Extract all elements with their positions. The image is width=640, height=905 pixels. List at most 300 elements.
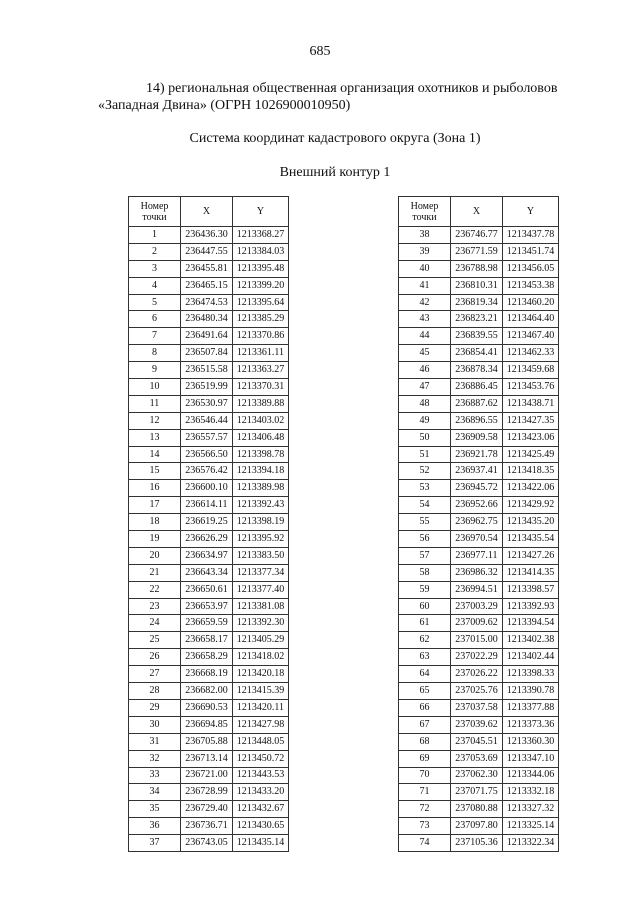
table-row	[129, 514, 289, 531]
x-coordinate-cell: 236839.55	[451, 328, 503, 345]
table-row	[129, 260, 289, 277]
x-coordinate-cell: 236937.41	[451, 463, 503, 480]
x-coordinate-cell: 237037.58	[451, 699, 503, 716]
x-coordinate-cell: 236788.98	[451, 260, 503, 277]
y-coordinate-cell: 1213427.98	[233, 716, 289, 733]
table-row	[399, 615, 559, 632]
table-row	[399, 294, 559, 311]
table-row	[129, 632, 289, 649]
point-number-cell: 41	[399, 277, 451, 294]
y-coordinate-cell: 1213399.20	[233, 277, 289, 294]
point-number-cell: 63	[399, 649, 451, 666]
x-coordinate-cell: 236643.34	[181, 564, 233, 581]
x-coordinate-cell: 236694.85	[181, 716, 233, 733]
x-coordinate-cell: 236952.66	[451, 497, 503, 514]
table-row	[399, 767, 559, 784]
x-coordinate-cell: 237015.00	[451, 632, 503, 649]
y-coordinate-cell: 1213427.35	[503, 412, 559, 429]
y-coordinate-cell: 1213459.68	[503, 362, 559, 379]
y-header: Y	[503, 197, 559, 227]
x-coordinate-cell: 236668.19	[181, 666, 233, 683]
y-coordinate-cell: 1213433.20	[233, 784, 289, 801]
x-header: X	[451, 197, 503, 227]
point-number-cell: 39	[399, 243, 451, 260]
table-row	[129, 801, 289, 818]
table-row	[129, 547, 289, 564]
y-coordinate-cell: 1213403.02	[233, 412, 289, 429]
table-row	[399, 277, 559, 294]
table-row	[399, 227, 559, 244]
y-coordinate-cell: 1213392.93	[503, 598, 559, 615]
point-number-cell: 16	[129, 480, 181, 497]
point-number-cell: 23	[129, 598, 181, 615]
table-row	[129, 480, 289, 497]
point-number-cell: 49	[399, 412, 451, 429]
table-row	[399, 362, 559, 379]
point-number-cell: 35	[129, 801, 181, 818]
organization-heading	[98, 80, 598, 114]
x-coordinate-cell: 237080.88	[451, 801, 503, 818]
y-coordinate-cell: 1213443.53	[233, 767, 289, 784]
table-row	[129, 345, 289, 362]
table-row	[129, 767, 289, 784]
header-point-label: точки	[412, 211, 437, 223]
table-row	[399, 649, 559, 666]
y-coordinate-cell: 1213448.05	[233, 733, 289, 750]
x-coordinate-cell: 236746.77	[451, 227, 503, 244]
table-header-row	[129, 197, 289, 227]
point-number-cell: 4	[129, 277, 181, 294]
y-coordinate-cell: 1213325.14	[503, 818, 559, 835]
y-coordinate-cell: 1213322.34	[503, 835, 559, 852]
y-coordinate-cell: 1213414.35	[503, 564, 559, 581]
point-number-cell: 6	[129, 311, 181, 328]
x-coordinate-cell: 237105.36	[451, 835, 503, 852]
y-coordinate-cell: 1213425.49	[503, 446, 559, 463]
table-row	[399, 733, 559, 750]
y-coordinate-cell: 1213398.33	[503, 666, 559, 683]
y-coordinate-cell: 1213344.06	[503, 767, 559, 784]
point-number-cell: 7	[129, 328, 181, 345]
table-row	[399, 514, 559, 531]
table-row	[399, 260, 559, 277]
table-row	[399, 666, 559, 683]
y-coordinate-cell: 1213394.18	[233, 463, 289, 480]
y-coordinate-cell: 1213368.27	[233, 227, 289, 244]
point-number-cell: 8	[129, 345, 181, 362]
point-number-cell: 64	[399, 666, 451, 683]
y-coordinate-cell: 1213402.44	[503, 649, 559, 666]
y-coordinate-cell: 1213435.54	[503, 531, 559, 548]
y-coordinate-cell: 1213327.32	[503, 801, 559, 818]
x-coordinate-cell: 236682.00	[181, 683, 233, 700]
table-row	[399, 750, 559, 767]
point-number-cell: 26	[129, 649, 181, 666]
point-number-cell: 46	[399, 362, 451, 379]
table-row	[129, 666, 289, 683]
y-coordinate-cell: 1213392.43	[233, 497, 289, 514]
table-row	[399, 598, 559, 615]
table-row	[399, 699, 559, 716]
header-number-label: Номер	[410, 200, 439, 212]
table-row	[129, 615, 289, 632]
table-row	[129, 733, 289, 750]
point-number-cell: 45	[399, 345, 451, 362]
table-row	[129, 311, 289, 328]
point-number-cell: 30	[129, 716, 181, 733]
y-coordinate-cell: 1213383.50	[233, 547, 289, 564]
table-row	[399, 716, 559, 733]
y-coordinate-cell: 1213464.40	[503, 311, 559, 328]
point-number-cell: 67	[399, 716, 451, 733]
x-coordinate-cell: 236728.99	[181, 784, 233, 801]
y-coordinate-cell: 1213467.40	[503, 328, 559, 345]
x-coordinate-cell: 236658.17	[181, 632, 233, 649]
y-coordinate-cell: 1213435.14	[233, 835, 289, 852]
coordinates-table-left	[128, 196, 289, 852]
point-number-cell: 14	[129, 446, 181, 463]
x-coordinate-cell: 236557.57	[181, 429, 233, 446]
y-coordinate-cell: 1213462.33	[503, 345, 559, 362]
point-number-cell: 21	[129, 564, 181, 581]
point-number-cell: 34	[129, 784, 181, 801]
x-coordinate-cell: 236619.25	[181, 514, 233, 531]
table-row	[399, 497, 559, 514]
point-number-cell: 70	[399, 767, 451, 784]
point-number-cell: 44	[399, 328, 451, 345]
x-coordinate-cell: 236626.29	[181, 531, 233, 548]
x-coordinate-cell: 236436.30	[181, 227, 233, 244]
x-coordinate-cell: 236819.34	[451, 294, 503, 311]
x-coordinate-cell: 236690.53	[181, 699, 233, 716]
point-number-cell: 50	[399, 429, 451, 446]
y-coordinate-cell: 1213460.20	[503, 294, 559, 311]
table-row	[399, 784, 559, 801]
x-coordinate-cell: 236743.05	[181, 835, 233, 852]
y-coordinate-cell: 1213423.06	[503, 429, 559, 446]
table-row	[399, 412, 559, 429]
point-number-cell: 65	[399, 683, 451, 700]
y-coordinate-cell: 1213453.38	[503, 277, 559, 294]
y-coordinate-cell: 1213389.88	[233, 395, 289, 412]
x-coordinate-cell: 236507.84	[181, 345, 233, 362]
x-coordinate-cell: 236515.58	[181, 362, 233, 379]
x-coordinate-cell: 237009.62	[451, 615, 503, 632]
x-coordinate-cell: 236455.81	[181, 260, 233, 277]
table-row	[129, 243, 289, 260]
y-coordinate-cell: 1213453.76	[503, 379, 559, 396]
y-coordinate-cell: 1213422.06	[503, 480, 559, 497]
y-coordinate-cell: 1213406.48	[233, 429, 289, 446]
point-number-cell: 25	[129, 632, 181, 649]
x-coordinate-cell: 236886.45	[451, 379, 503, 396]
point-number-cell: 74	[399, 835, 451, 852]
y-coordinate-cell: 1213360.30	[503, 733, 559, 750]
point-number-header	[399, 197, 451, 227]
y-coordinate-cell: 1213384.03	[233, 243, 289, 260]
point-number-cell: 59	[399, 581, 451, 598]
table-row	[399, 683, 559, 700]
point-number-cell: 43	[399, 311, 451, 328]
table-row	[129, 683, 289, 700]
y-coordinate-cell: 1213395.64	[233, 294, 289, 311]
table-row	[129, 463, 289, 480]
point-number-cell: 57	[399, 547, 451, 564]
point-number-cell: 1	[129, 227, 181, 244]
x-coordinate-cell: 236519.99	[181, 379, 233, 396]
y-coordinate-cell: 1213451.74	[503, 243, 559, 260]
table-row	[399, 480, 559, 497]
y-coordinate-cell: 1213402.38	[503, 632, 559, 649]
x-coordinate-cell: 236909.58	[451, 429, 503, 446]
x-coordinate-cell: 237097.80	[451, 818, 503, 835]
y-coordinate-cell: 1213418.02	[233, 649, 289, 666]
heading-line-1: 14) региональная общественная организация охотников и рыболовов	[146, 81, 558, 96]
y-coordinate-cell: 1213370.31	[233, 379, 289, 396]
x-coordinate-cell: 236854.41	[451, 345, 503, 362]
x-coordinate-cell: 236474.53	[181, 294, 233, 311]
y-coordinate-cell: 1213398.78	[233, 446, 289, 463]
table-row	[399, 531, 559, 548]
point-number-cell: 27	[129, 666, 181, 683]
y-coordinate-cell: 1213420.11	[233, 699, 289, 716]
point-number-cell: 58	[399, 564, 451, 581]
point-number-cell: 33	[129, 767, 181, 784]
coordinates-table-right	[398, 196, 559, 852]
x-coordinate-cell: 236546.44	[181, 412, 233, 429]
point-number-cell: 18	[129, 514, 181, 531]
table-row	[399, 395, 559, 412]
point-number-cell: 12	[129, 412, 181, 429]
table-row	[399, 379, 559, 396]
x-coordinate-cell: 236945.72	[451, 480, 503, 497]
table-row	[129, 750, 289, 767]
point-number-cell: 47	[399, 379, 451, 396]
header-point-label: точки	[142, 211, 167, 223]
table-row	[129, 531, 289, 548]
point-number-cell: 29	[129, 699, 181, 716]
y-coordinate-cell: 1213385.29	[233, 311, 289, 328]
y-coordinate-cell: 1213390.78	[503, 683, 559, 700]
y-coordinate-cell: 1213332.18	[503, 784, 559, 801]
x-coordinate-cell: 236713.14	[181, 750, 233, 767]
x-coordinate-cell: 236614.11	[181, 497, 233, 514]
point-number-cell: 54	[399, 497, 451, 514]
y-coordinate-cell: 1213363.27	[233, 362, 289, 379]
point-number-cell: 2	[129, 243, 181, 260]
coordinate-system-title: Система координат кадастрового округа (Зона 1)	[189, 131, 481, 146]
table-row	[399, 818, 559, 835]
x-coordinate-cell: 237039.62	[451, 716, 503, 733]
y-coordinate-cell: 1213438.71	[503, 395, 559, 412]
point-number-cell: 24	[129, 615, 181, 632]
y-coordinate-cell: 1213394.54	[503, 615, 559, 632]
table-row	[129, 699, 289, 716]
point-number-cell: 53	[399, 480, 451, 497]
point-number-cell: 66	[399, 699, 451, 716]
y-coordinate-cell: 1213373.36	[503, 716, 559, 733]
table-row	[129, 598, 289, 615]
x-coordinate-cell: 236480.34	[181, 311, 233, 328]
x-coordinate-cell: 236705.88	[181, 733, 233, 750]
y-coordinate-cell: 1213395.48	[233, 260, 289, 277]
point-number-cell: 69	[399, 750, 451, 767]
x-coordinate-cell: 236566.50	[181, 446, 233, 463]
y-coordinate-cell: 1213361.11	[233, 345, 289, 362]
table-row	[129, 581, 289, 598]
x-coordinate-cell: 237071.75	[451, 784, 503, 801]
point-number-cell: 68	[399, 733, 451, 750]
point-number-cell: 60	[399, 598, 451, 615]
y-coordinate-cell: 1213456.05	[503, 260, 559, 277]
x-coordinate-cell: 236823.21	[451, 311, 503, 328]
point-number-cell: 28	[129, 683, 181, 700]
table-row	[129, 328, 289, 345]
y-coordinate-cell: 1213395.92	[233, 531, 289, 548]
x-coordinate-cell: 236653.97	[181, 598, 233, 615]
table-row	[399, 835, 559, 852]
y-coordinate-cell: 1213427.26	[503, 547, 559, 564]
point-number-cell: 5	[129, 294, 181, 311]
y-coordinate-cell: 1213420.18	[233, 666, 289, 683]
x-coordinate-cell: 237062.30	[451, 767, 503, 784]
x-coordinate-cell: 236771.59	[451, 243, 503, 260]
table-row	[129, 564, 289, 581]
table-row	[399, 547, 559, 564]
page-number: 685	[309, 44, 331, 59]
table-row	[399, 632, 559, 649]
point-number-cell: 38	[399, 227, 451, 244]
y-coordinate-cell: 1213429.92	[503, 497, 559, 514]
point-number-cell: 17	[129, 497, 181, 514]
table-row	[399, 446, 559, 463]
x-coordinate-cell: 236721.00	[181, 767, 233, 784]
y-coordinate-cell: 1213377.40	[233, 581, 289, 598]
table-row	[129, 277, 289, 294]
x-coordinate-cell: 236896.55	[451, 412, 503, 429]
y-coordinate-cell: 1213370.86	[233, 328, 289, 345]
table-row	[129, 446, 289, 463]
point-number-cell: 36	[129, 818, 181, 835]
table-row	[129, 649, 289, 666]
point-number-cell: 11	[129, 395, 181, 412]
x-coordinate-cell: 237025.76	[451, 683, 503, 700]
point-number-cell: 19	[129, 531, 181, 548]
x-coordinate-cell: 237003.29	[451, 598, 503, 615]
x-coordinate-cell: 236530.97	[181, 395, 233, 412]
y-coordinate-cell: 1213377.34	[233, 564, 289, 581]
y-header: Y	[233, 197, 289, 227]
y-coordinate-cell: 1213398.57	[503, 581, 559, 598]
point-number-cell: 10	[129, 379, 181, 396]
point-number-cell: 62	[399, 632, 451, 649]
y-coordinate-cell: 1213381.08	[233, 598, 289, 615]
table-row	[399, 243, 559, 260]
x-coordinate-cell: 236576.42	[181, 463, 233, 480]
point-number-cell: 37	[129, 835, 181, 852]
y-coordinate-cell: 1213377.88	[503, 699, 559, 716]
point-number-cell: 31	[129, 733, 181, 750]
y-coordinate-cell: 1213415.39	[233, 683, 289, 700]
point-number-cell: 56	[399, 531, 451, 548]
y-coordinate-cell: 1213389.98	[233, 480, 289, 497]
table-row	[399, 581, 559, 598]
table-row	[129, 294, 289, 311]
table-row	[129, 379, 289, 396]
y-coordinate-cell: 1213418.35	[503, 463, 559, 480]
y-coordinate-cell: 1213347.10	[503, 750, 559, 767]
point-number-cell: 13	[129, 429, 181, 446]
x-coordinate-cell: 236921.78	[451, 446, 503, 463]
x-coordinate-cell: 236650.61	[181, 581, 233, 598]
point-number-cell: 42	[399, 294, 451, 311]
x-coordinate-cell: 236729.40	[181, 801, 233, 818]
x-coordinate-cell: 236970.54	[451, 531, 503, 548]
table-row	[129, 395, 289, 412]
point-number-cell: 73	[399, 818, 451, 835]
table-row	[399, 311, 559, 328]
x-coordinate-cell: 236658.29	[181, 649, 233, 666]
table-row	[129, 412, 289, 429]
x-coordinate-cell: 236887.62	[451, 395, 503, 412]
x-header: X	[181, 197, 233, 227]
point-number-cell: 22	[129, 581, 181, 598]
x-coordinate-cell: 236491.64	[181, 328, 233, 345]
point-number-cell: 9	[129, 362, 181, 379]
x-coordinate-cell: 236465.15	[181, 277, 233, 294]
contour-title: Внешний контур 1	[279, 165, 391, 180]
x-coordinate-cell: 236878.34	[451, 362, 503, 379]
y-coordinate-cell: 1213437.78	[503, 227, 559, 244]
point-number-cell: 48	[399, 395, 451, 412]
table-row	[129, 818, 289, 835]
point-number-cell: 20	[129, 547, 181, 564]
x-coordinate-cell: 237045.51	[451, 733, 503, 750]
point-number-cell: 61	[399, 615, 451, 632]
x-coordinate-cell: 236736.71	[181, 818, 233, 835]
x-coordinate-cell: 236986.32	[451, 564, 503, 581]
x-coordinate-cell: 236994.51	[451, 581, 503, 598]
x-coordinate-cell: 237022.29	[451, 649, 503, 666]
table-row	[129, 227, 289, 244]
point-number-cell: 3	[129, 260, 181, 277]
heading-line-2: «Западная Двина» (ОГРН 1026900010950)	[98, 98, 351, 113]
x-coordinate-cell: 236634.97	[181, 547, 233, 564]
table-row	[399, 801, 559, 818]
x-coordinate-cell: 236447.55	[181, 243, 233, 260]
y-coordinate-cell: 1213392.30	[233, 615, 289, 632]
x-coordinate-cell: 236977.11	[451, 547, 503, 564]
point-number-cell: 51	[399, 446, 451, 463]
point-number-cell: 40	[399, 260, 451, 277]
point-number-cell: 72	[399, 801, 451, 818]
x-coordinate-cell: 237053.69	[451, 750, 503, 767]
table-row	[399, 328, 559, 345]
table-row	[129, 716, 289, 733]
point-number-cell: 15	[129, 463, 181, 480]
point-number-cell: 71	[399, 784, 451, 801]
x-coordinate-cell: 236810.31	[451, 277, 503, 294]
y-coordinate-cell: 1213435.20	[503, 514, 559, 531]
table-row	[129, 497, 289, 514]
y-coordinate-cell: 1213405.29	[233, 632, 289, 649]
table-row	[129, 429, 289, 446]
point-number-cell: 52	[399, 463, 451, 480]
table-row	[129, 784, 289, 801]
y-coordinate-cell: 1213430.65	[233, 818, 289, 835]
table-row	[399, 345, 559, 362]
table-row	[129, 835, 289, 852]
